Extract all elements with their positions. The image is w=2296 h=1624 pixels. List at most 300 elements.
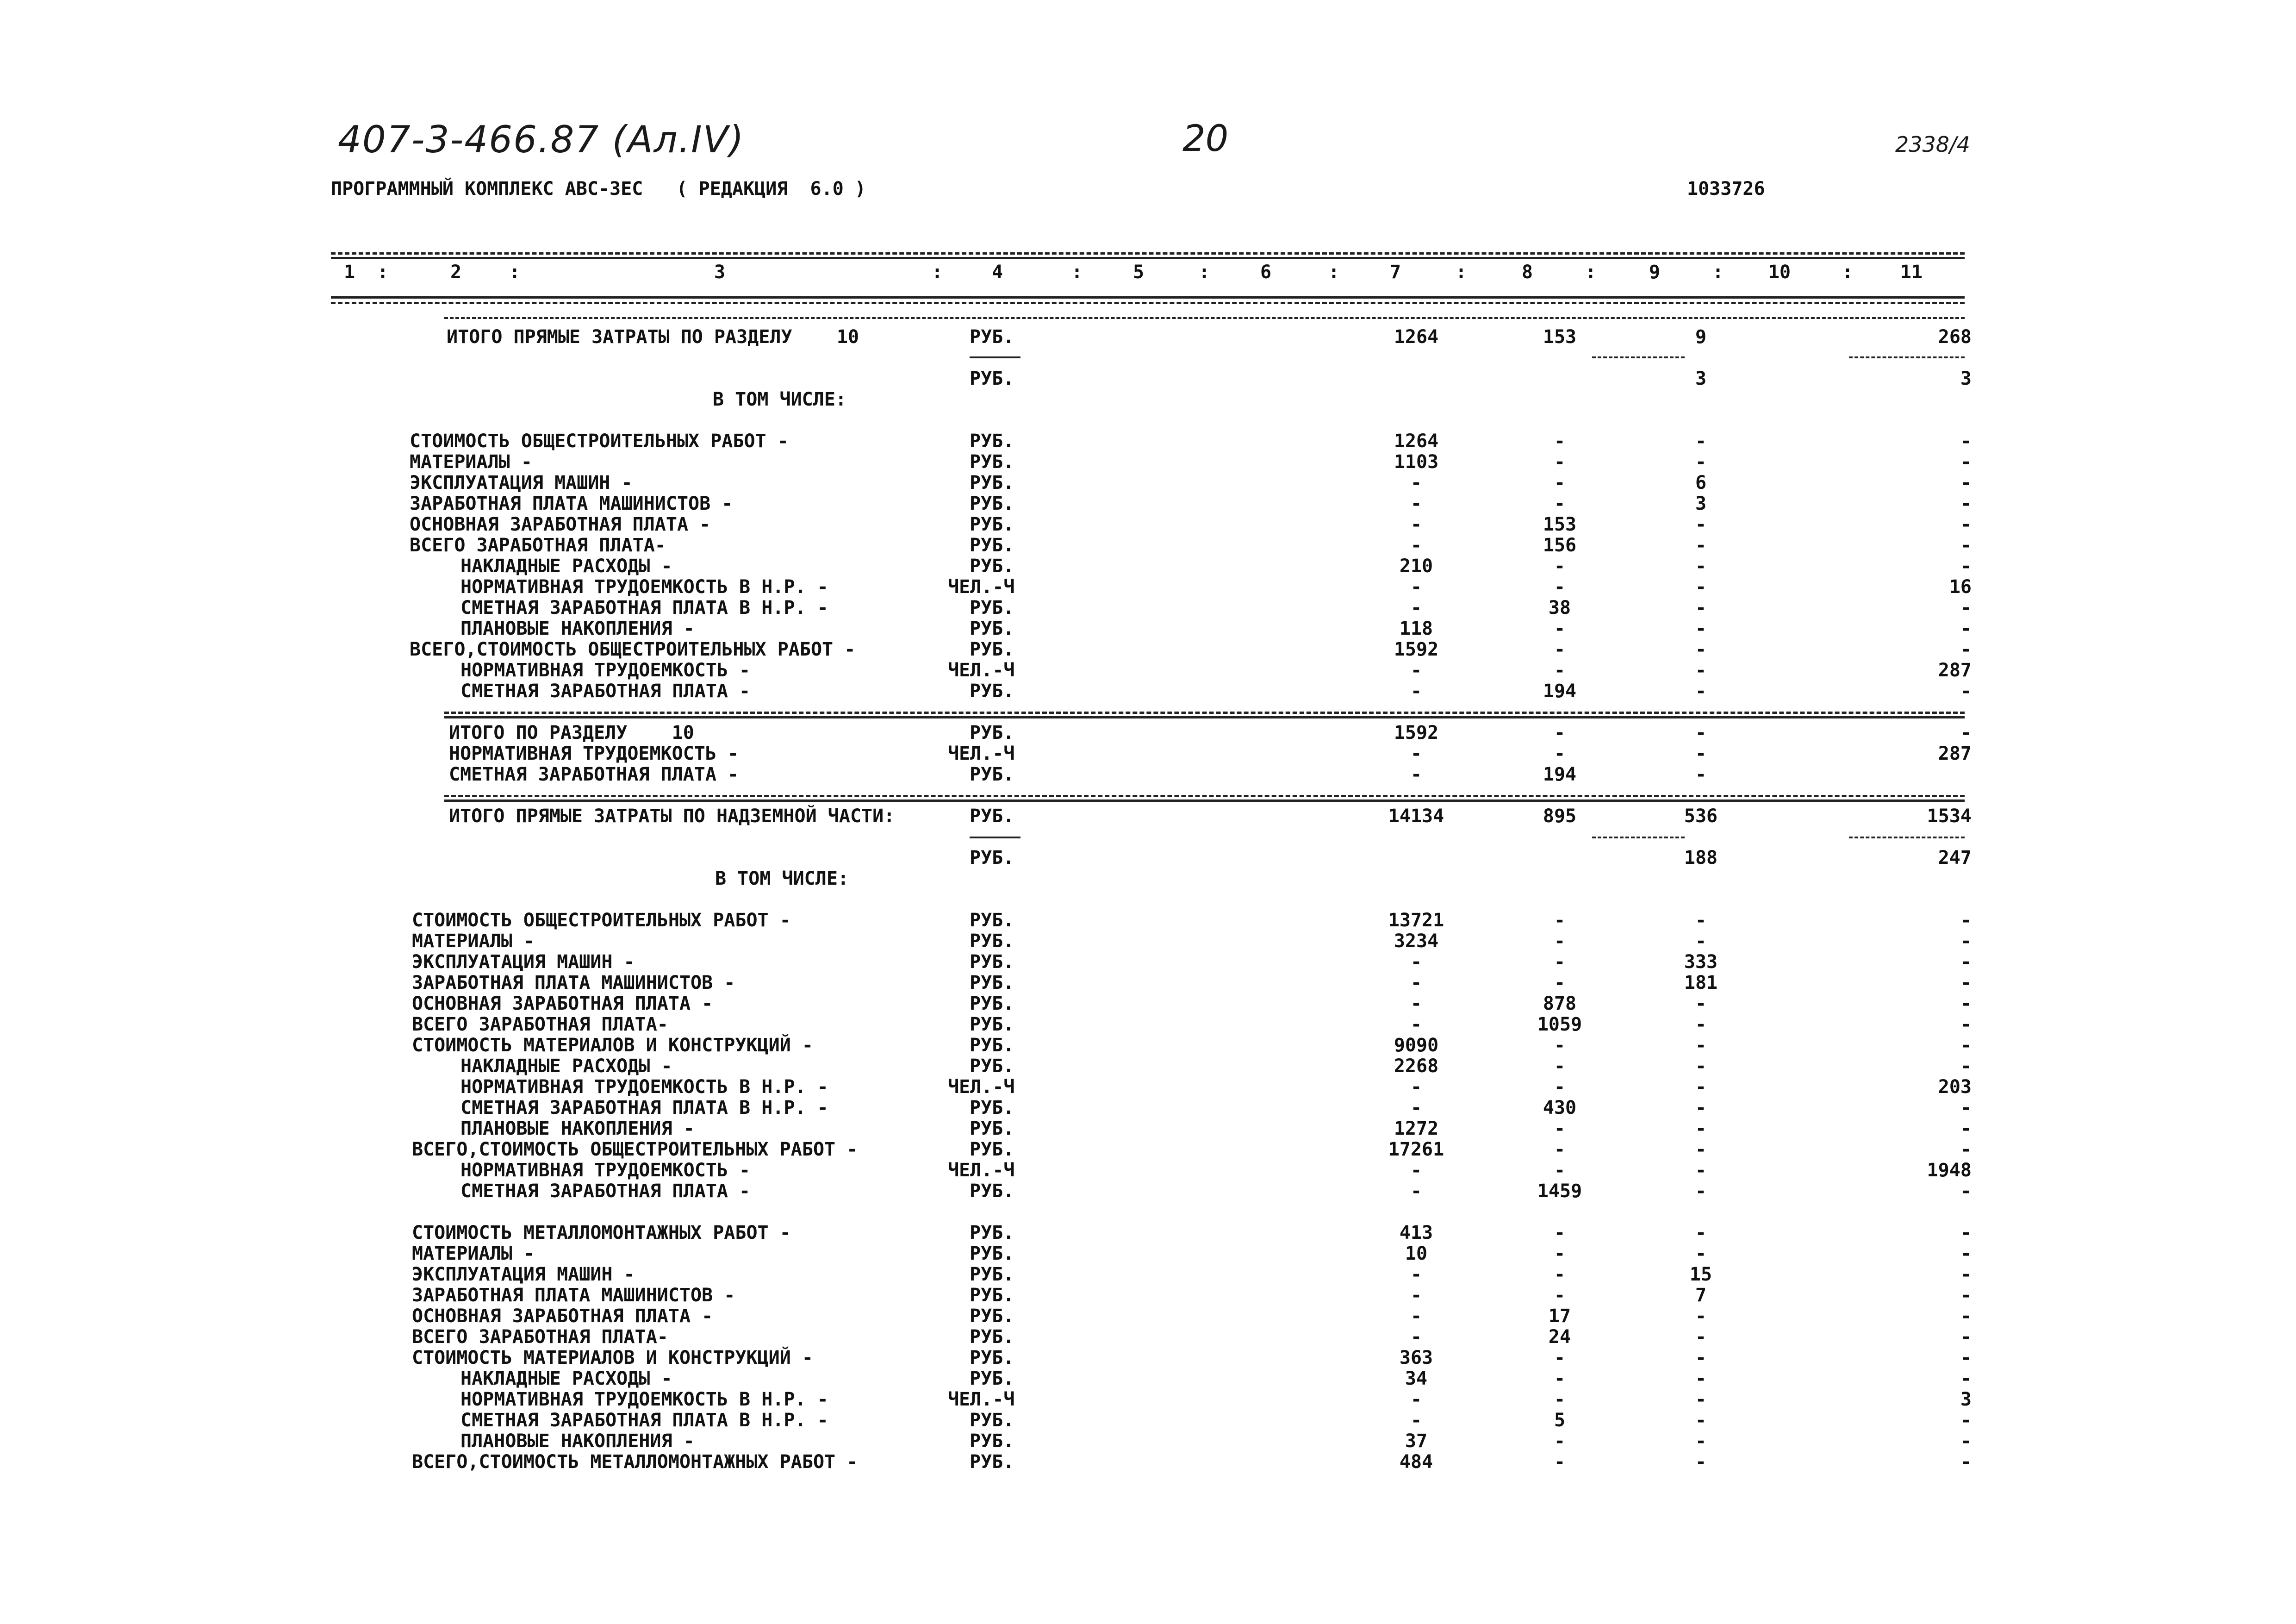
cell-col11: 3	[1960, 368, 1972, 389]
cell-col11: -	[1960, 535, 1972, 556]
cell-col9: -	[1695, 1389, 1707, 1410]
table-row	[0, 1097, 2296, 1118]
cell-col9: -	[1695, 1056, 1707, 1077]
table-row	[0, 1035, 2296, 1055]
cell-col11: -	[1960, 1222, 1972, 1243]
cell-col8: -	[1554, 576, 1566, 598]
cell-col11: 16	[1949, 576, 1972, 598]
row-unit: РУБ.	[970, 764, 1014, 785]
cell-col8: 24	[1548, 1326, 1571, 1348]
cell-col7: 1264	[1394, 326, 1439, 348]
row-label: МАТЕРИАЛЫ -	[410, 451, 532, 473]
row-unit: РУБ.	[970, 556, 1014, 577]
cell-col7: 14134	[1388, 806, 1444, 827]
table-row	[0, 722, 2296, 743]
page-number: 20	[1182, 118, 1229, 160]
cell-col11: -	[1960, 1243, 1972, 1264]
cell-col11: -	[1960, 472, 1972, 493]
row-unit: РУБ.	[970, 618, 1014, 639]
cell-col8: 153	[1543, 514, 1577, 535]
cell-col8: -	[1554, 1139, 1566, 1160]
cell-col11: -	[1960, 681, 1972, 702]
row-label: ЗАРАБОТНАЯ ПЛАТА МАШИНИСТОВ -	[412, 1285, 735, 1306]
cell-col8: -	[1554, 1347, 1566, 1368]
table-row	[0, 660, 2296, 680]
table-row	[0, 1305, 2296, 1326]
row-label: МАТЕРИАЛЫ -	[412, 931, 535, 952]
cell-col9: -	[1695, 618, 1707, 639]
row-unit: РУБ.	[970, 1097, 1014, 1118]
header-bottom-rule-2	[331, 302, 1965, 304]
cell-col7: 9090	[1394, 1035, 1439, 1056]
cell-col11: -	[1960, 431, 1972, 452]
cell-col8: -	[1554, 431, 1566, 452]
cell-col7: -	[1410, 472, 1422, 493]
cell-col8: 5	[1554, 1410, 1566, 1431]
col-header-9: 9	[1649, 262, 1661, 283]
cell-col9: -	[1695, 1451, 1707, 1473]
cell-col8: 156	[1543, 535, 1577, 556]
row-label: НОРМАТИВНАЯ ТРУДОЕМКОСТЬ В Н.Р. -	[460, 1076, 828, 1098]
cell-col8: -	[1554, 1264, 1566, 1285]
cell-col7: 413	[1399, 1222, 1433, 1243]
row-unit: РУБ.	[970, 1056, 1014, 1077]
cell-col7: 1592	[1394, 722, 1439, 743]
cell-col11: -	[1960, 1430, 1972, 1452]
cell-col11: -	[1960, 1451, 1972, 1473]
cell-col9: 188	[1684, 847, 1718, 868]
row-label: ПЛАНОВЫЕ НАКОПЛЕНИЯ -	[460, 618, 695, 639]
col-header-11: 11	[1900, 262, 1923, 283]
col-header-3: 3	[714, 262, 726, 283]
section-rule	[444, 317, 1965, 319]
table-row	[0, 847, 2296, 868]
row-unit: ЧЕЛ.-Ч	[948, 576, 1015, 598]
cell-col8: -	[1554, 1285, 1566, 1306]
cell-col8: -	[1554, 1243, 1566, 1264]
row-label: НОРМАТИВНАЯ ТРУДОЕМКОСТЬ В Н.Р. -	[460, 576, 828, 598]
row-label: СМЕТНАЯ ЗАРАБОТНАЯ ПЛАТА В Н.Р. -	[460, 1410, 828, 1431]
cell-col8: -	[1554, 1222, 1566, 1243]
row-label: СТОИМОСТЬ ОБЩЕСТРОИТЕЛЬНЫХ РАБОТ -	[410, 431, 789, 452]
subtotal-rule	[1592, 356, 1685, 358]
cell-col11: -	[1960, 639, 1972, 660]
cell-col7: -	[1410, 514, 1422, 535]
cell-col7: 118	[1399, 618, 1433, 639]
col-separator: :	[1199, 262, 1210, 283]
section-rule	[444, 712, 1965, 714]
cell-col9: -	[1695, 1222, 1707, 1243]
subtotal-rule	[1592, 837, 1685, 838]
cell-col8: 17	[1548, 1305, 1571, 1327]
cell-col8: -	[1554, 1368, 1566, 1389]
cell-col8: 878	[1543, 993, 1577, 1014]
cell-col8: -	[1554, 639, 1566, 660]
cell-col9: -	[1695, 910, 1707, 931]
table-row	[0, 743, 2296, 763]
cell-col8: 1059	[1537, 1014, 1582, 1035]
cell-col7: -	[1410, 660, 1422, 681]
table-row	[0, 1243, 2296, 1263]
row-unit: РУБ.	[970, 1181, 1014, 1202]
cell-col9: -	[1695, 514, 1707, 535]
cell-col9: -	[1695, 1430, 1707, 1452]
table-row	[0, 597, 2296, 618]
row-unit: РУБ.	[970, 1347, 1014, 1368]
cell-col9: -	[1695, 1160, 1707, 1181]
row-label: ЭКСПЛУАТАЦИЯ МАШИН -	[412, 1264, 635, 1285]
cell-col9: -	[1695, 1097, 1707, 1118]
unit-underline	[970, 837, 1020, 838]
row-label: ВСЕГО,СТОИМОСТЬ МЕТАЛЛОМОНТАЖНЫХ РАБОТ -	[412, 1451, 858, 1473]
row-label: СТОИМОСТЬ ОБЩЕСТРОИТЕЛЬНЫХ РАБОТ -	[412, 910, 791, 931]
cell-col7: -	[1410, 1410, 1422, 1431]
cell-col11: 203	[1938, 1076, 1972, 1098]
row-label: ЗАРАБОТНАЯ ПЛАТА МАШИНИСТОВ -	[410, 493, 733, 514]
table-row	[0, 1347, 2296, 1368]
cell-col9: -	[1695, 1014, 1707, 1035]
row-label: ВСЕГО ЗАРАБОТНАЯ ПЛАТА-	[412, 1326, 668, 1348]
row-unit: РУБ.	[970, 806, 1014, 827]
cell-col8: 194	[1543, 681, 1577, 702]
cell-col9: 181	[1684, 972, 1718, 993]
row-unit: ЧЕЛ.-Ч	[948, 660, 1015, 681]
cell-col7: -	[1410, 993, 1422, 1014]
row-label: СМЕТНАЯ ЗАРАБОТНАЯ ПЛАТА В Н.Р. -	[460, 1097, 828, 1118]
column-header-row	[331, 262, 1965, 285]
cell-col7: -	[1410, 493, 1422, 514]
table-row	[0, 1430, 2296, 1451]
cell-col8: -	[1554, 931, 1566, 952]
cell-col7: -	[1410, 1097, 1422, 1118]
cell-col7: -	[1410, 972, 1422, 993]
cell-col9: -	[1695, 535, 1707, 556]
document-id: 1033726	[1687, 178, 1765, 200]
col-header-4: 4	[991, 262, 1003, 283]
cell-col7: -	[1410, 951, 1422, 973]
header-bottom-rule	[331, 296, 1965, 299]
cell-col9: -	[1695, 931, 1707, 952]
table-row	[0, 368, 2296, 388]
table-row	[0, 618, 2296, 638]
col-header-6: 6	[1260, 262, 1272, 283]
cell-col9: -	[1695, 1305, 1707, 1327]
row-unit: РУБ.	[970, 1410, 1014, 1431]
cell-col9: -	[1695, 1035, 1707, 1056]
table-row	[0, 806, 2296, 826]
col-separator: :	[1328, 262, 1340, 283]
cell-col8: -	[1554, 556, 1566, 577]
cell-col11: 1534	[1927, 806, 1972, 827]
cell-col9: -	[1695, 576, 1707, 598]
cell-col11: 287	[1938, 743, 1972, 764]
cell-col7: 484	[1399, 1451, 1433, 1473]
subtotal-rule	[1849, 837, 1965, 838]
col-separator: :	[932, 262, 943, 283]
col-header-5: 5	[1132, 262, 1145, 283]
row-unit: РУБ.	[970, 326, 1014, 348]
row-label: НОРМАТИВНАЯ ТРУДОЕМКОСТЬ -	[460, 1160, 751, 1181]
table-row	[0, 389, 2296, 409]
unit-underline	[970, 356, 1020, 358]
row-label: МАТЕРИАЛЫ -	[412, 1243, 535, 1264]
section-rule-2	[444, 800, 1965, 802]
cell-col11: -	[1960, 1347, 1972, 1368]
cell-col7: -	[1410, 1014, 1422, 1035]
cell-col8: -	[1554, 1389, 1566, 1410]
row-unit: РУБ.	[970, 1243, 1014, 1264]
cell-col7: 37	[1405, 1430, 1428, 1452]
cell-col11: -	[1960, 972, 1972, 993]
cell-col8: -	[1554, 472, 1566, 493]
cell-col7: -	[1410, 1285, 1422, 1306]
subsection-heading: В ТОМ ЧИСЛЕ:	[715, 868, 849, 889]
subsection-heading: В ТОМ ЧИСЛЕ:	[713, 389, 846, 410]
cell-col7: -	[1410, 1076, 1422, 1098]
row-unit: РУБ.	[970, 368, 1014, 389]
row-label: СМЕТНАЯ ЗАРАБОТНАЯ ПЛАТА В Н.Р. -	[460, 597, 828, 618]
row-unit: РУБ.	[970, 1222, 1014, 1243]
col-separator: :	[377, 262, 389, 283]
cell-col9: -	[1695, 764, 1707, 785]
row-label: НОРМАТИВНАЯ ТРУДОЕМКОСТЬ -	[460, 660, 751, 681]
row-label: СМЕТНАЯ ЗАРАБОТНАЯ ПЛАТА -	[460, 1181, 751, 1202]
cell-col9: -	[1695, 1139, 1707, 1160]
cell-col8: -	[1554, 1076, 1566, 1098]
row-label: СТОИМОСТЬ МАТЕРИАЛОВ И КОНСТРУКЦИЙ -	[412, 1035, 813, 1056]
row-label: ВСЕГО ЗАРАБОТНАЯ ПЛАТА-	[410, 535, 666, 556]
row-label: ИТОГО ПРЯМЫЕ ЗАТРАТЫ ПО НАДЗЕМНОЙ ЧАСТИ:	[449, 806, 895, 827]
table-row	[0, 451, 2296, 472]
cell-col7: 34	[1405, 1368, 1428, 1389]
cell-col8: -	[1554, 1035, 1566, 1056]
cell-col8: -	[1554, 660, 1566, 681]
row-unit: РУБ.	[970, 639, 1014, 660]
cell-col11: -	[1960, 910, 1972, 931]
cell-col8: 430	[1543, 1097, 1577, 1118]
row-unit: РУБ.	[970, 1451, 1014, 1473]
col-separator: :	[509, 262, 521, 283]
cell-col9: -	[1695, 1368, 1707, 1389]
row-unit: РУБ.	[970, 1264, 1014, 1285]
row-unit: РУБ.	[970, 1305, 1014, 1327]
row-label: НАКЛАДНЫЕ РАСХОДЫ -	[460, 556, 672, 577]
row-label: СТОИМОСТЬ МЕТАЛЛОМОНТАЖНЫХ РАБОТ -	[412, 1222, 791, 1243]
cell-col11: -	[1960, 993, 1972, 1014]
row-label: ИТОГО ПРЯМЫЕ ЗАТРАТЫ ПО РАЗДЕЛУ 10	[447, 326, 859, 348]
cell-col7: -	[1410, 1389, 1422, 1410]
table-row	[0, 972, 2296, 993]
cell-col11: -	[1960, 1181, 1972, 1202]
row-label: ПЛАНОВЫЕ НАКОПЛЕНИЯ -	[460, 1118, 695, 1139]
row-label: ВСЕГО,СТОИМОСТЬ ОБЩЕСТРОИТЕЛЬНЫХ РАБОТ -	[410, 639, 856, 660]
row-label: СМЕТНАЯ ЗАРАБОТНАЯ ПЛАТА -	[449, 764, 739, 785]
cell-col9: 3	[1695, 368, 1707, 389]
cell-col7: 1264	[1394, 431, 1439, 452]
row-unit: РУБ.	[970, 1014, 1014, 1035]
cell-col7: -	[1410, 1305, 1422, 1327]
table-row	[0, 326, 2296, 347]
table-row	[0, 493, 2296, 513]
table-row	[0, 1285, 2296, 1305]
row-unit: ЧЕЛ.-Ч	[948, 743, 1015, 764]
cell-col8: -	[1554, 972, 1566, 993]
table-row	[0, 951, 2296, 972]
row-label: НАКЛАДНЫЕ РАСХОДЫ -	[460, 1056, 672, 1077]
row-unit: РУБ.	[970, 910, 1014, 931]
cell-col7: 1592	[1394, 639, 1439, 660]
cell-col7: -	[1410, 743, 1422, 764]
row-label: ЗАРАБОТНАЯ ПЛАТА МАШИНИСТОВ -	[412, 972, 735, 993]
row-unit: ЧЕЛ.-Ч	[948, 1389, 1015, 1410]
col-separator: :	[1712, 262, 1724, 283]
table-row	[0, 1139, 2296, 1159]
cell-col9: -	[1695, 1118, 1707, 1139]
cell-col9: 15	[1689, 1264, 1712, 1285]
table-row	[0, 1076, 2296, 1097]
sheet-reference: 2338/4	[1895, 132, 1970, 157]
cell-col8: 895	[1543, 806, 1577, 827]
row-unit: РУБ.	[970, 972, 1014, 993]
cell-col9: 9	[1695, 326, 1707, 348]
cell-col9: -	[1695, 1410, 1707, 1431]
table-row	[0, 1326, 2296, 1347]
cell-col7: -	[1410, 681, 1422, 702]
cell-col7: -	[1410, 597, 1422, 618]
table-row	[0, 1264, 2296, 1284]
cell-col9: -	[1695, 743, 1707, 764]
cell-col7: 13721	[1388, 910, 1444, 931]
row-unit: РУБ.	[970, 535, 1014, 556]
table-row	[0, 1160, 2296, 1180]
cell-col9: -	[1695, 451, 1707, 473]
table-row	[0, 1389, 2296, 1409]
cell-col11: -	[1960, 1368, 1972, 1389]
cell-col7: 10	[1405, 1243, 1428, 1264]
cell-col9: -	[1695, 1243, 1707, 1264]
cell-col11: -	[1960, 556, 1972, 577]
row-label: ВСЕГО ЗАРАБОТНАЯ ПЛАТА-	[412, 1014, 668, 1035]
cell-col7: -	[1410, 1264, 1422, 1285]
table-row	[0, 1222, 2296, 1243]
cell-col11: -	[1960, 1264, 1972, 1285]
row-unit: ЧЕЛ.-Ч	[948, 1076, 1015, 1098]
row-unit: РУБ.	[970, 951, 1014, 973]
document-code: 407-3-466.87 (Ал.IV)	[338, 118, 745, 161]
cell-col11: -	[1960, 597, 1972, 618]
cell-col11: 268	[1938, 326, 1972, 348]
cell-col8: -	[1554, 618, 1566, 639]
cell-col11: -	[1960, 618, 1972, 639]
cell-col7: -	[1410, 1160, 1422, 1181]
cell-col9: -	[1695, 1181, 1707, 1202]
table-row	[0, 1368, 2296, 1388]
cell-col9: -	[1695, 556, 1707, 577]
cell-col9: 7	[1695, 1285, 1707, 1306]
col-header-1: 1	[343, 262, 355, 283]
col-header-7: 7	[1389, 262, 1401, 283]
cell-col9: -	[1695, 1076, 1707, 1098]
table-row	[0, 1451, 2296, 1472]
table-row	[0, 993, 2296, 1013]
row-unit: РУБ.	[970, 431, 1014, 452]
cell-col11: -	[1960, 514, 1972, 535]
cell-col8: 38	[1548, 597, 1571, 618]
cell-col8: 1459	[1537, 1181, 1582, 1202]
row-unit: ЧЕЛ.-Ч	[948, 1160, 1015, 1181]
row-label: НАКЛАДНЫЕ РАСХОДЫ -	[460, 1368, 672, 1389]
cell-col9: -	[1695, 1347, 1707, 1368]
cell-col11: -	[1960, 1014, 1972, 1035]
row-label: ОСНОВНАЯ ЗАРАБОТНАЯ ПЛАТА -	[410, 514, 711, 535]
table-top-rule-2	[331, 257, 1965, 259]
row-unit: РУБ.	[970, 847, 1014, 868]
row-unit: РУБ.	[970, 931, 1014, 952]
cell-col11: -	[1960, 951, 1972, 973]
cell-col8: 153	[1543, 326, 1577, 348]
table-row	[0, 1181, 2296, 1201]
table-row	[0, 1014, 2296, 1034]
cell-col7: -	[1410, 1181, 1422, 1202]
cell-col11: -	[1960, 722, 1972, 743]
cell-col7: 3234	[1394, 931, 1439, 952]
row-label: ОСНОВНАЯ ЗАРАБОТНАЯ ПЛАТА -	[412, 1305, 713, 1327]
table-row	[0, 556, 2296, 576]
cell-col11: 3	[1960, 1389, 1972, 1410]
row-label: ОСНОВНАЯ ЗАРАБОТНАЯ ПЛАТА -	[412, 993, 713, 1014]
col-separator: :	[1842, 262, 1854, 283]
cell-col9: -	[1695, 681, 1707, 702]
table-row	[0, 431, 2296, 451]
row-label: ПЛАНОВЫЕ НАКОПЛЕНИЯ -	[460, 1430, 695, 1452]
table-row	[0, 910, 2296, 930]
row-unit: РУБ.	[970, 1285, 1014, 1306]
table-top-rule	[331, 252, 1965, 255]
col-separator: :	[1456, 262, 1467, 283]
row-unit: РУБ.	[970, 722, 1014, 743]
cell-col8: -	[1554, 493, 1566, 514]
col-header-10: 10	[1768, 262, 1791, 283]
col-header-8: 8	[1521, 262, 1533, 283]
cell-col7: -	[1410, 1326, 1422, 1348]
cell-col9: 536	[1684, 806, 1718, 827]
table-row	[0, 1118, 2296, 1138]
cell-col11: -	[1960, 1035, 1972, 1056]
cell-col11: 287	[1938, 660, 1972, 681]
cell-col9: -	[1695, 660, 1707, 681]
row-label: ИТОГО ПО РАЗДЕЛУ 10	[449, 722, 694, 743]
cell-col7: -	[1410, 576, 1422, 598]
cell-col7: 1272	[1394, 1118, 1439, 1139]
cell-col8: -	[1554, 451, 1566, 473]
row-label: ВСЕГО,СТОИМОСТЬ ОБЩЕСТРОИТЕЛЬНЫХ РАБОТ -	[412, 1139, 858, 1160]
row-unit: РУБ.	[970, 1118, 1014, 1139]
cell-col7: 2268	[1394, 1056, 1439, 1077]
cell-col8: -	[1554, 1056, 1566, 1077]
cell-col8: -	[1554, 910, 1566, 931]
table-row	[0, 535, 2296, 555]
row-label: НОРМАТИВНАЯ ТРУДОЕМКОСТЬ -	[449, 743, 739, 764]
cell-col11: -	[1960, 1139, 1972, 1160]
cell-col8: -	[1554, 1118, 1566, 1139]
col-header-2: 2	[450, 262, 462, 283]
row-label: ЭКСПЛУАТАЦИЯ МАШИН -	[412, 951, 635, 973]
cell-col8: -	[1554, 1160, 1566, 1181]
cell-col9: -	[1695, 597, 1707, 618]
table-row	[0, 681, 2296, 701]
cell-col11: -	[1960, 1056, 1972, 1077]
cell-col8: -	[1554, 1451, 1566, 1473]
